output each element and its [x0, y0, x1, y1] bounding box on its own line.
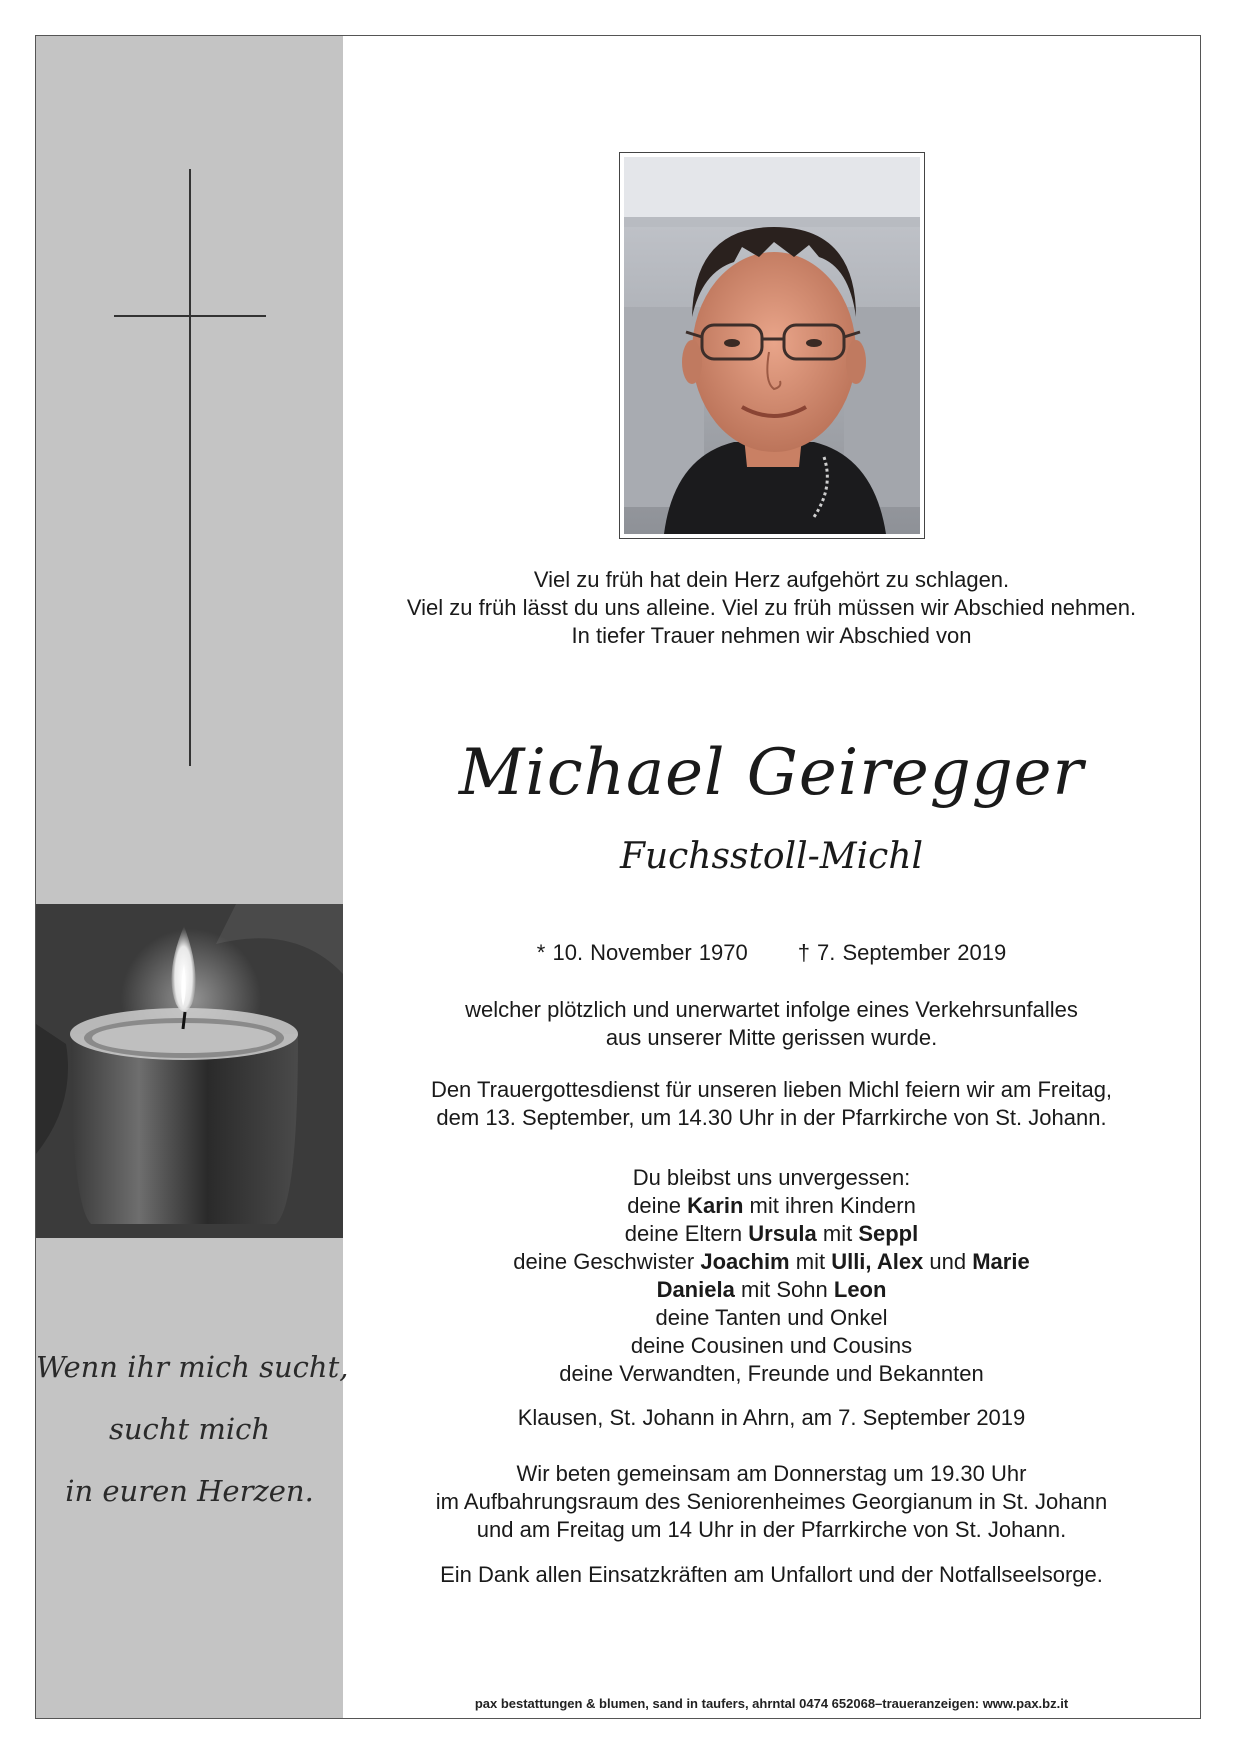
- mourners-intro: Du bleibst uns unvergessen:: [632, 1165, 911, 1190]
- mourners-line-5: deine Tanten und Onkel: [655, 1305, 888, 1330]
- cross-bar: [114, 315, 266, 317]
- verse-line-3: In tiefer Trauer nehmen wir Abschied von: [571, 623, 972, 648]
- death-date: † 7. September 2019: [797, 940, 1007, 965]
- portrait-photo: [619, 152, 925, 539]
- service-line-2: dem 13. September, um 14.30 Uhr in der Pfarrkirche von St. Johann.: [436, 1105, 1107, 1130]
- verse-line-1: Viel zu früh hat dein Herz aufgehört zu schlagen.: [533, 567, 1010, 592]
- thanks-note: Ein Dank allen Einsatzkräften am Unfallort und der Notfallseelsorge.: [440, 1562, 1103, 1587]
- sidebar: [36, 36, 349, 1718]
- mourners-line-3: deine Geschwister Joachim mit Ulli, Alex und Marie: [513, 1249, 1030, 1274]
- life-dates: [343, 940, 1200, 966]
- circumstance-line-1: welcher plötzlich und unerwartet infolge eines Verkehrsunfalles: [465, 997, 1078, 1022]
- candle-image: [36, 904, 343, 1238]
- circumstance: [343, 996, 1200, 1052]
- cross-icon: [189, 169, 191, 766]
- candle-icon: [36, 904, 343, 1238]
- deceased-nickname: Fuchsstoll-Michl: [619, 836, 924, 877]
- place-date: Klausen, St. Johann in Ahrn, am 7. September 2019: [517, 1405, 1026, 1430]
- service-line-1: Den Trauergottesdienst für unseren lieben Michl feiern wir am Freitag,: [430, 1077, 1113, 1102]
- mourners-line-6: deine Cousinen und Cousins: [630, 1333, 913, 1358]
- circumstance-line-2: aus unserer Mitte gerissen wurde.: [605, 1025, 938, 1050]
- prayer-line-1: Wir beten gemeinsam am Donnerstag um 19.30 Uhr: [516, 1461, 1027, 1486]
- sidebar-quote: [36, 1336, 349, 1522]
- deceased-name: Michael Geiregger: [458, 736, 1085, 810]
- birth-date: * 10. November 1970: [536, 940, 748, 965]
- quote-line-3: in euren Herzen.: [65, 1474, 314, 1508]
- mourners-line-4: Daniela mit Sohn Leon: [656, 1277, 887, 1302]
- mourners-list: [343, 1164, 1200, 1388]
- quote-line-1: Wenn ihr mich sucht,: [36, 1350, 349, 1384]
- footer-imprint: pax bestattungen & blumen, sand in taufers, ahrntal 0474 652068–traueranzeigen: www.pax.bz.it: [474, 1696, 1069, 1711]
- portrait-icon: [624, 157, 920, 534]
- quote-line-2: sucht mich: [108, 1412, 271, 1446]
- mourners-line-1: deine Karin mit ihren Kindern: [627, 1193, 916, 1218]
- prayer-line-3: und am Freitag um 14 Uhr in der Pfarrkirche von St. Johann.: [476, 1517, 1067, 1542]
- verse: [343, 566, 1200, 650]
- prayer-info: [343, 1460, 1200, 1544]
- mourners-line-7: deine Verwandten, Freunde und Bekannten: [559, 1361, 984, 1386]
- mourners-line-2: deine Eltern Ursula mit Seppl: [624, 1221, 919, 1246]
- funeral-service: [343, 1076, 1200, 1132]
- obituary-card: [35, 35, 1201, 1719]
- prayer-line-2: im Aufbahrungsraum des Seniorenheimes Georgianum in St. Johann: [435, 1489, 1108, 1514]
- verse-line-2: Viel zu früh lässt du uns alleine. Viel zu früh müssen wir Abschied nehmen.: [406, 595, 1137, 620]
